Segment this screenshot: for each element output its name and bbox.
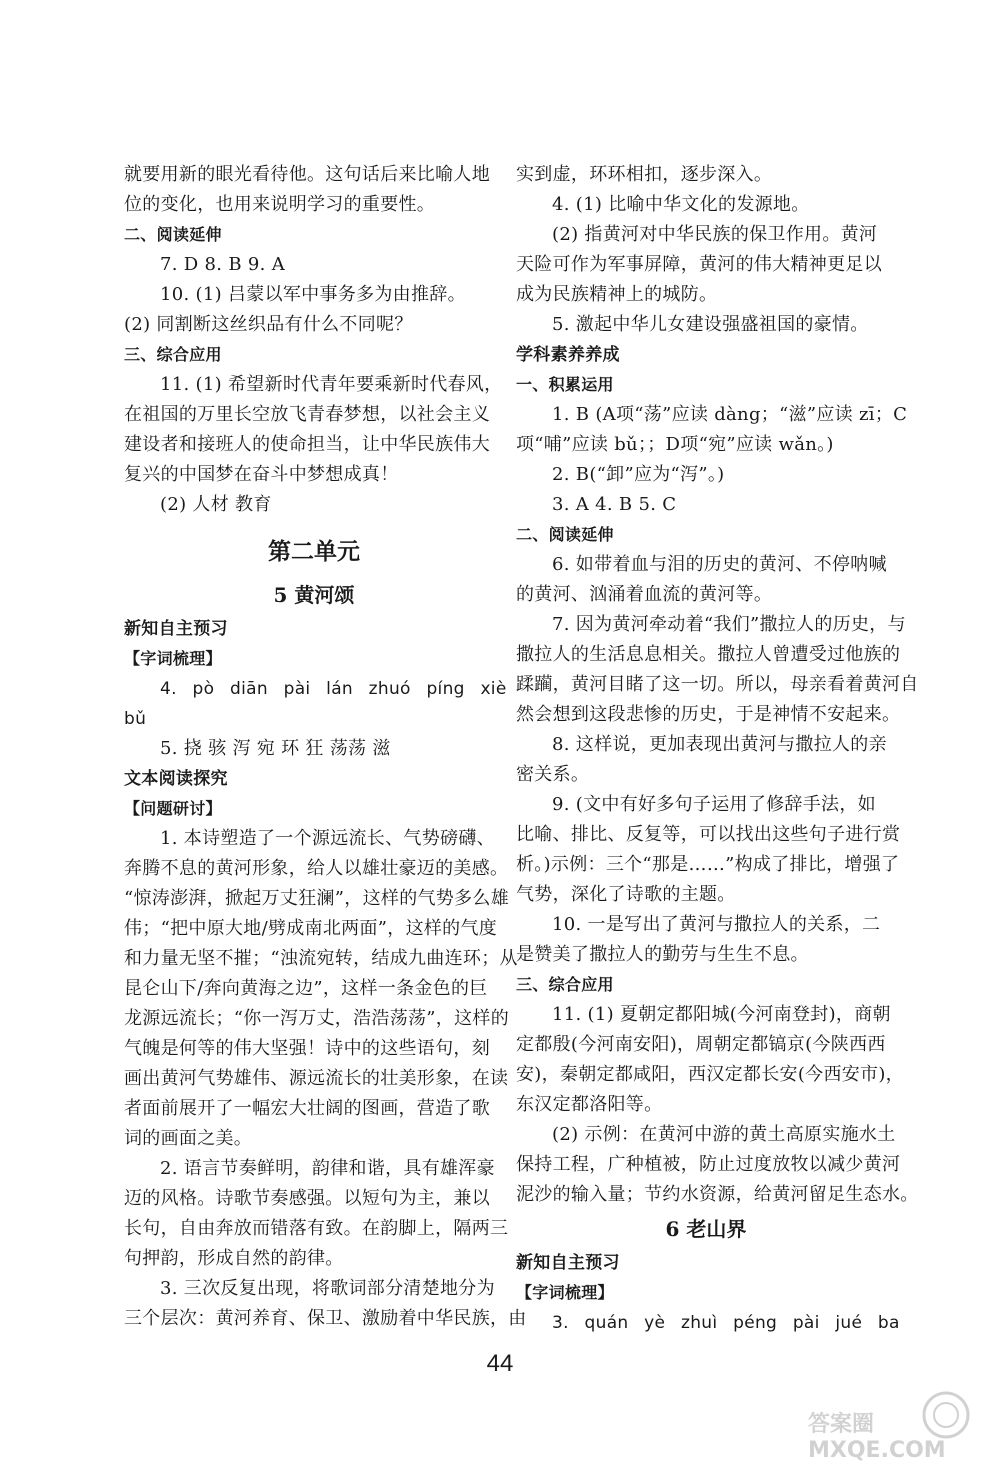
text-line: 在祖国的万里长空放飞青春梦想，以社会主义 xyxy=(124,404,490,425)
text-line: 10. 一是写出了黄河与撒拉人的关系，二 xyxy=(552,914,881,935)
lesson-title: 6 老山界 xyxy=(665,1217,747,1241)
text-line: 1. B (A项“荡”应读 dàng；“滋”应读 zī；C xyxy=(552,404,908,425)
watermark-text: 答案圈 MXQE.COM xyxy=(808,1412,946,1463)
text-line: 就要用新的眼光看待他。这句话后来比喻人地 xyxy=(124,164,490,185)
text-line: “惊涛澎湃，掀起万丈狂澜”，这样的气势多么雄 xyxy=(124,888,510,909)
watermark-logo xyxy=(808,1385,978,1463)
text-line: 词的画面之美。 xyxy=(124,1128,253,1149)
text-line: 蹂躏，黄河目睹了这一切。所以，母亲看着黄河自 xyxy=(516,674,919,695)
text-line: 2. B(“卸”应为“泻”。) xyxy=(552,464,725,485)
text-line: (2) 示例：在黄河中游的黄土高原实施水土 xyxy=(552,1124,896,1145)
text-line: 的黄河、汹涌着血流的黄河等。 xyxy=(516,584,773,605)
text-line: 气势，深化了诗歌的主题。 xyxy=(516,884,736,905)
text-line: 1. 本诗塑造了一个源远流长、气势磅礴、 xyxy=(160,828,495,849)
text-line: 5. 激起中华儿女建设强盛祖国的豪情。 xyxy=(552,314,869,335)
left-column xyxy=(124,160,527,1334)
text-line: 和力量无坚不摧；“浊流宛转，结成九曲连环；从 xyxy=(124,948,518,969)
text-line: 8. 这样说，更加表现出黄河与撒拉人的亲 xyxy=(552,734,887,755)
text-line: 三个层次：黄河养育、保卫、激励着中华民族，由 xyxy=(124,1308,527,1329)
section-heading: 新知自主预习 xyxy=(124,619,228,639)
text-line: 定都殷(今河南安阳)，周朝定都镐京(今陕西西 xyxy=(516,1034,886,1055)
text-line: 伟；“把中原大地/劈成南北两面”，这样的气度 xyxy=(124,918,498,939)
text-line: 析。)示例：三个“那是……”构成了排比，增强了 xyxy=(516,854,900,875)
subsection-heading: 三、综合应用 xyxy=(124,345,222,364)
right-column xyxy=(516,160,919,1338)
subsection-heading: 一、积累运用 xyxy=(516,375,614,394)
text-line: 句押韵，形成自然的韵律。 xyxy=(124,1248,344,1269)
text-line: 复兴的中国梦在奋斗中梦想成真！ xyxy=(124,464,399,485)
subsection-heading: 【字词梳理】 xyxy=(124,649,222,668)
text-line: 天险可作为军事屏障，黄河的伟大精神更足以 xyxy=(516,254,882,275)
pinyin-line: 3. quán yè zhuì péng pài jué ba xyxy=(552,1313,900,1333)
lesson-title: 5 黄河颂 xyxy=(273,583,355,607)
text-line: 4. (1) 比喻中华文化的发源地。 xyxy=(552,194,810,215)
text-line: 昆仑山下/奔向黄海之边”，这样一条金色的巨 xyxy=(124,978,488,999)
text-line: 气魄是何等的伟大坚强！诗中的这些语句，刻 xyxy=(124,1038,490,1059)
text-line: 然会想到这段悲惨的历史，于是神情不安起来。 xyxy=(516,704,901,725)
text-line: 成为民族精神上的城防。 xyxy=(516,284,718,305)
text-line: 7. D 8. B 9. A xyxy=(160,254,285,275)
unit-title: 第二单元 xyxy=(268,539,360,565)
text-line: 实到虚，环环相扣，逐步深入。 xyxy=(516,164,773,185)
text-line: 3. 三次反复出现，将歌词部分清楚地分为 xyxy=(160,1278,495,1299)
text-line: 11. (1) 夏朝定都阳城(今河南登封)，商朝 xyxy=(552,1004,891,1025)
text-line: 泥沙的输入量；节约水资源，给黄河留足生态水。 xyxy=(516,1184,919,1205)
text-line: (2) 指黄河对中华民族的保卫作用。黄河 xyxy=(552,224,878,245)
text-line: (2) 同割断这丝织品有什么不同呢？ xyxy=(124,314,413,335)
section-heading: 学科素养养成 xyxy=(516,345,620,365)
text-line: 比喻、排比、反复等，可以找出这些句子进行赏 xyxy=(516,824,901,845)
text-line: 11. (1) 希望新时代青年要乘新时代春风， xyxy=(160,374,503,395)
text-line: 3. A 4. B 5. C xyxy=(552,494,677,515)
text-line: 6. 如带着血与泪的历史的黄河、不停呐喊 xyxy=(552,554,887,575)
subsection-heading: 【问题研讨】 xyxy=(124,799,222,818)
text-line: 项“哺”应读 bǔ；；D项“宛”应读 wǎn。) xyxy=(516,434,834,455)
text-line: 密关系。 xyxy=(516,764,590,785)
text-line: 画出黄河气势雄伟、源远流长的壮美形象，在读 xyxy=(124,1068,509,1089)
pinyin-line: bǔ xyxy=(124,709,147,729)
text-line: 奔腾不息的黄河形象，给人以雄壮豪迈的美感。 xyxy=(124,858,509,879)
text-line: 长句，自由奔放而错落有致。在韵脚上，隔两三 xyxy=(124,1218,509,1239)
text-line: 7. 因为黄河牵动着“我们”撒拉人的历史，与 xyxy=(552,614,906,635)
text-line: 5. 挠 骇 泻 宛 环 狂 荡荡 滋 xyxy=(160,738,391,759)
subsection-heading: 三、综合应用 xyxy=(516,975,614,994)
text-line: 保持工程，广种植被，防止过度放牧以减少黄河 xyxy=(516,1154,901,1175)
text-line: 是赞美了撒拉人的勤劳与生生不息。 xyxy=(516,944,809,965)
section-heading: 新知自主预习 xyxy=(516,1253,620,1273)
text-line: 10. (1) 吕蒙以军中事务多为由推辞。 xyxy=(160,284,466,305)
text-line: 位的变化，也用来说明学习的重要性。 xyxy=(124,194,436,215)
text-line: 迈的风格。诗歌节奏感强。以短句为主，兼以 xyxy=(124,1188,490,1209)
text-line: 者面前展开了一幅宏大壮阔的图画，营造了歌 xyxy=(124,1098,490,1119)
text-line: (2) 人材 教育 xyxy=(160,494,272,515)
subsection-heading: 二、阅读延伸 xyxy=(516,525,614,544)
subsection-heading: 【字词梳理】 xyxy=(516,1283,614,1302)
text-line: 龙源远流长；“你一泻万丈，浩浩荡荡”，这样的 xyxy=(124,1008,510,1029)
subsection-heading: 二、阅读延伸 xyxy=(124,225,222,244)
text-line: 撒拉人的生活息息相关。撒拉人曾遭受过他族的 xyxy=(516,644,901,665)
section-heading: 文本阅读探究 xyxy=(124,769,228,789)
text-line: 建设者和接班人的使命担当，让中华民族伟大 xyxy=(124,434,490,455)
page-number: 44 xyxy=(486,1350,514,1377)
text-line: 安)，秦朝定都咸阳，西汉定都长安(今西安市)， xyxy=(516,1064,904,1085)
text-line: 9. (文中有好多句子运用了修辞手法，如 xyxy=(552,794,876,815)
text-line: 2. 语言节奏鲜明，韵律和谐，具有雄浑豪 xyxy=(160,1158,495,1179)
text-line: 东汉定都洛阳等。 xyxy=(516,1094,663,1115)
pinyin-line: 4. pò diān pài lán zhuó píng xiè xyxy=(160,679,507,699)
